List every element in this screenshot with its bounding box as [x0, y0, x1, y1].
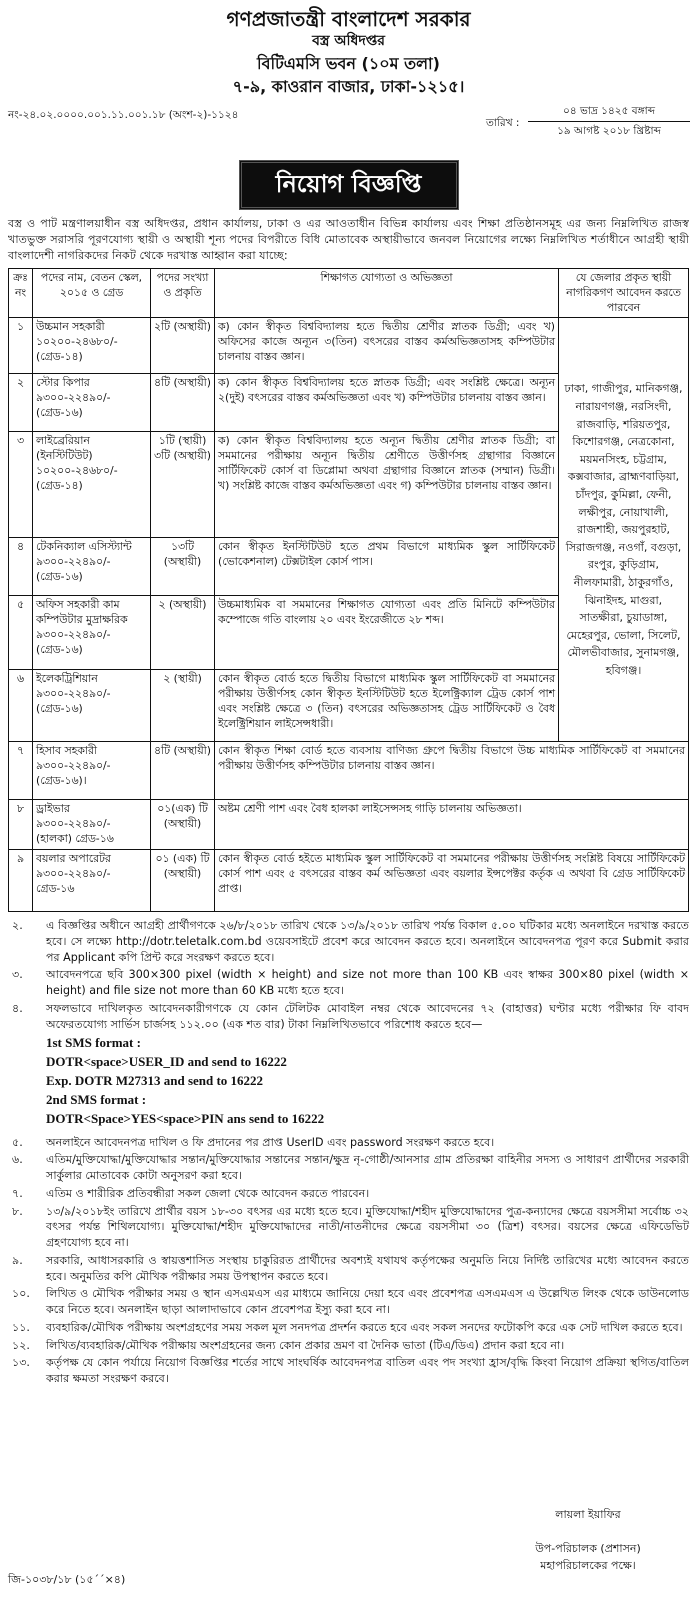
table-header-row [9, 268, 689, 318]
item-text: আবেদনপত্রে ছবি 300×300 pixel (width × height) and size not more than 100 KB এবং স্বাক্ষর 300×80 pixel (width × height) and file size not more than 60 KB মধ্যে হতে হবে। [46, 968, 689, 998]
list-item [8, 967, 689, 999]
item-number: ৪. [12, 1001, 23, 1015]
item-text: এতিম ও শারীরিক প্রতিবন্ধীরা সকল জেলা থেকে আবেদন করতে পারবেন। [46, 1186, 370, 1200]
list-item [8, 1204, 689, 1251]
sms-instructions [8, 1034, 689, 1128]
item-text: লিখিত/ব্যবহারিক/মৌখিক পরীক্ষায় অংশগ্রহনের জন্য কোন প্রকার ভ্রমণ বা দৈনিক ভাতা (টিএ/ডিএ) প্রদান করা হবে না। [46, 1338, 565, 1352]
header-qualification: শিক্ষাগত যোগ্যতা ও অভিজ্ঞতা [215, 268, 559, 318]
table-row [9, 742, 689, 800]
item-text: লিখিত ও মৌখিক পরীক্ষার সময় ও স্থান এসএমএস এর মাধ্যমে জানিয়ে দেয়া হবে এবং প্রবেশপত্র এসএমএস এ উল্লেখিত লিংক থেকে ডাউনলোড করে নিতে হবে। অনলাইন ছাড়া আলাদাভাবে কোন প্রবেশপত্র ইস্যু করা হবে না। [46, 1287, 689, 1317]
row-post-name: ড্রাইভার ৯৩০০-২২৪৯০/- (হালকা) গ্রেড-১৬ [33, 800, 151, 850]
row-post-count: ৪টি (অস্থায়ী) [151, 742, 215, 800]
row-post-name: স্টোর কিপার ৯৩০০-২২৪৯০/- (গ্রেড-১৬) [33, 374, 151, 432]
item-text: এতিম/মুক্তিযোদ্ধা/মুক্তিযোদ্ধার সন্তান/মুক্তিযোদ্ধার সন্তানের সন্তান/ক্ষুদ্র নৃ-গোষ্ঠী/আনসার গ্রাম প্রতিরক্ষা বাহিনীর সদস্য ও সাধারণ প্রার্থীদের সরকারী সার্কুলার মোতাবেক কোটা অনুসরণ করা হবে। [46, 1153, 689, 1183]
header-serial: ক্রঃ নং [9, 268, 33, 318]
sms-line: Exp. DOTR M27313 and send to 16222 [46, 1073, 264, 1089]
row-serial: ১ [9, 318, 33, 374]
row-post-count: ০১(এক) টি (অস্থায়ী) [151, 800, 215, 850]
item-number: ৬. [12, 1153, 23, 1167]
item-text: অনলাইনে আবেদনপত্র দাখিল ও ফি প্রদানের পর প্রাপ্ত UserID এবং password সংরক্ষণ করতে হবে। [46, 1135, 495, 1149]
row-serial: ৫ [9, 596, 33, 670]
item-number: ১২. [12, 1338, 30, 1352]
row-post-count: ১৩টি (অস্থায়ী) [151, 538, 215, 596]
date-bangla: ০৪ ভাদ্র ১৪২৫ বঙ্গাব্দ [528, 102, 690, 122]
footer-reference: জি-১০৩৮/১৮ (১৫´´×৪) [8, 1573, 126, 1586]
list-item [8, 1186, 689, 1202]
row-post-name: অফিস সহকারী কাম কম্পিউটার মুদ্রাক্ষরিক ৯৩০০-২২৪৯০/- (গ্রেড-১৬) [33, 596, 151, 670]
signatory-designation: উপ-পরিচালক (প্রশাসন) [535, 1541, 641, 1555]
row-qualification: কোন স্বীকৃত ইনস্টিটিউট হতে প্রথম বিভাগে মাধ্যমিক স্কুল সার্টিফিকেট (ভোকেশনাল) টেক্সটাইল কোর্স পাস। [215, 538, 559, 596]
item-text: এ বিজ্ঞপ্তির অধীনে আগ্রহী প্রার্থীগণকে ২৬/৮/২০১৮ তারিখ থেকে ১৩/৯/২০১৮ তারিখ পর্যন্ত বিকাল ৫.০০ ঘটিকার মধ্যে অনলাইনে দরখাস্ত করতে হবে। সে লক্ষ্যে http://dotr.teletalk.com.bd ওয়েবসাইটে প্রবেশ করে আবেদন করতে হবে। অনলাইনে আবেদনপত্র পূরণ করে Submit করার পর Applicant কপি প্রিন্ট করে সংরক্ষণ করতে হবে। [46, 919, 689, 964]
row-qualification: ক) কোন স্বীকৃত বিশ্ববিদ্যালয় হতে অন্যূন দ্বিতীয় শ্রেণীর স্নাতক ডিগ্রী; বা সমমানের পরীক্ষায় অন্যূন দ্বিতীয় শ্রেণীতে উত্তীর্ণসহ গ্রন্থাগার বিজ্ঞানে সার্টিফিকেট কোর্স বা ডিপ্লোমা অথবা গ্রন্থাগার বিজ্ঞানে স্নাতক (সম্মান) ডিগ্রী। খ) সংশ্লিষ্ট কাজে বাস্তব কর্মঅভিজ্ঞতা এবং গ) কম্পিউটার চালনায় বাস্তব জ্ঞান। [215, 432, 559, 538]
sms-line: DOTR<space>USER_ID and send to 16222 [46, 1054, 287, 1070]
item-text: ব্যবহারিক/মৌখিক পরীক্ষায় অংশগ্রহণের সময় সকল মূল সনদপত্র প্রদর্শন করতে হবে এবং সকল সনদের ফটোকপি করে এক সেট দাখিল করতে হবে। [46, 1320, 683, 1334]
row-serial: ৯ [9, 850, 33, 912]
memo-number: নং-২৪.০২.০০০০.০০১.১১.০০১.১৮ (অংশ-২)-১১২৪ [8, 108, 239, 121]
item-number: ১১. [12, 1320, 30, 1334]
item-text: সরকারি, আধাসরকারি ও স্বায়ত্তশাসিত সংস্থায় চাকুরিরত প্রার্থীদের অবশ্যই যথাযথ কর্তৃপক্ষের অনুমতি নিয়ে নির্দিষ্ট তারিখের মধ্যে আবেদন করতে হবে। অনুমতির কপি মৌখিক পরীক্ষার সময় উপস্থাপন করতে হবে। [46, 1253, 689, 1283]
building-name: বিটিএমসি ভবন (১০ম তলা) [257, 53, 440, 73]
row-post-name: উচ্চমান সহকারী ১০২০০-২৪৬৮০/- (গ্রেড-১৪) [33, 318, 151, 374]
row-qualification: অষ্টম শ্রেণী পাশ এবং বৈধ হালকা লাইসেন্সসহ গাড়ি চালনায় অভিজ্ঞতা। [215, 800, 689, 850]
header-districts: যে জেলার প্রকৃত স্থায়ী নাগরিকগণ আবেদন করতে পারবেন [559, 268, 689, 318]
date-english: ১৯ আগষ্ট ২০১৮ খ্রিষ্টাব্দ [557, 124, 661, 137]
row-serial: ৮ [9, 800, 33, 850]
conditions-list-continued [8, 1135, 689, 1387]
date-block [528, 102, 690, 141]
item-number: ২. [12, 919, 23, 933]
signatory-name: লায়লা ইয়াফির [555, 1508, 621, 1521]
row-post-count: ১টি (স্থায়ী) ৩টি (অস্থায়ী) [151, 432, 215, 538]
government-name: গণপ্রজাতন্ত্রী বাংলাদেশ সরকার [226, 7, 471, 31]
row-post-count: ৪টি (অস্থায়ী) [151, 374, 215, 432]
item-number: ৯. [12, 1253, 23, 1267]
list-item [8, 1338, 689, 1354]
list-item [8, 1286, 689, 1318]
signatory-on-behalf: মহাপরিচালকের পক্ষে। [540, 1559, 636, 1573]
row-qualification: ক) কোন স্বীকৃত বিশ্ববিদ্যালয় হতে স্নাতক ডিগ্রী; এবং সংশ্লিষ্ট ক্ষেত্রে। অন্যূন ২(দুই) বৎসরের বাস্তব কর্মঅভিজ্ঞতা এবং খ) কম্পিউটার চালনায় বাস্তব জ্ঞান। [215, 374, 559, 432]
row-serial: ৪ [9, 538, 33, 596]
eligible-districts: ঢাকা, গাজীপুর, মানিকগঞ্জ, নারায়ণগঞ্জ, নরসিংদী, রাজবাড়ি, শরিয়তপুর, কিশোরগঞ্জ, নেত্রকোনা, ময়মনসিংহ, চট্টগ্রাম, কক্সবাজার, ব্রাহ্মণবাড়িয়া, চাঁদপুর, কুমিল্লা, ফেনী, লক্ষীপুর, নোয়াখালী, রাজশাহী, জয়পুরহাট, সিরাজগঞ্জ, নওগাঁ, বগুড়া, রংপুর, কুড়িগ্রাম, নীলফামারী, ঠাকুরগাঁও, ঝিনাইদহ, মাগুরা, সাতক্ষীরা, চুয়াডাঙ্গা, মেহেরপুর, ভোলা, সিলেট, মৌলভীবাজার, সুনামগঞ্জ, হবিগঞ্জ। [559, 318, 689, 742]
row-post-name: বয়লার অপারেটর ৯৩০০-২২৪৯০/- গ্রেড-১৬ [33, 850, 151, 912]
item-number: ৫. [12, 1135, 23, 1149]
list-item [8, 1001, 689, 1033]
sms-line: 1st SMS format : [46, 1035, 141, 1051]
row-serial: ৭ [9, 742, 33, 800]
list-item [8, 1135, 689, 1151]
sms-line: DOTR<Space>YES<space>PIN ans send to 16222 [46, 1110, 325, 1126]
item-number: ১৩. [12, 1356, 30, 1370]
list-item [8, 918, 689, 965]
office-name: বস্ত্র অধিদপ্তর [312, 33, 385, 49]
item-text: সফলভাবে দাখিলকৃত আবেদনকারীগণকে যে কোন টেলিটক মোবাইল নম্বর থেকে আবেদনের ৭২ (বাহাত্তর) ঘণ্টার মধ্যে পরীক্ষার ফি বাবদ অফেরতযোগ্য সার্ভিস চার্জসহ ১১২.০০ (এক শত বার) টাকা নিম্নলিখিতভাবে পরিশোধ করতে হবে— [46, 1001, 689, 1031]
signature-block [488, 1506, 688, 1575]
header-post-count: পদের সংখ্যা ও প্রকৃতি [151, 268, 215, 318]
item-number: ৩. [12, 968, 23, 982]
row-post-name: ইলেকট্রিশিয়ান ৯৩০০-২২৪৯০/- (গ্রেড-১৬) [33, 670, 151, 742]
conditions-list [8, 918, 689, 1032]
row-qualification: উচ্চমাধ্যমিক বা সমমানের শিক্ষাগত যোগ্যতা এবং প্রতি মিনিটে কম্পিউটার কম্পোজে গতি বাংলায় ২০ এবং ইংরেজীতে ২৮ শব্দ। [215, 596, 559, 670]
reference-row [8, 102, 689, 156]
row-serial: ২ [9, 374, 33, 432]
row-qualification: কোন স্বীকৃত বোর্ড হইতে মাধ্যমিক স্কুল সার্টিফিকেট বা সমমানের পরীক্ষায় উত্তীর্ণসহ সংশ্লিষ্ট বিষয়ে সার্টিফিকেট কোর্স পাশ এবং ৫ বৎসরের বাস্তব কর্ম অভিজ্ঞতা এবং বয়লার ইন্সপেক্টর কর্তৃক এ অথবা বি গ্রেড সার্টিফিকেট প্রাপ্ত। [215, 850, 689, 912]
table-row [9, 850, 689, 912]
row-post-count: ০১ (এক) টি (অস্থায়ী) [151, 850, 215, 912]
item-number: ১০. [12, 1287, 30, 1301]
row-post-name: হিসাব সহকারী ৯৩০০-২২৪৯০/- (গ্রেড-১৬)। [33, 742, 151, 800]
table-row [9, 800, 689, 850]
list-item [8, 1152, 689, 1184]
item-text: ১৩/৯/২০১৮ইং তারিখে প্রার্থীর বয়স ১৮-৩০ বৎসর এর মধ্যে হতে হবে। মুক্তিযোদ্ধা/শহীদ মুক্তিযোদ্ধাদের পুত্র-কন্যাদের ক্ষেত্রে বয়সসীমা সর্বোচ্চ ৩২ বৎসর পর্যন্ত শিথিলযোগ্য। মুক্তিযোদ্ধা/শহীদ মুক্তিযোদ্ধাদের নাতী/নাতনীদের ক্ষেত্রে বয়সসীমা ৩০ (ত্রিশ) বৎসর। বয়সের ক্ষেত্রে এফিডেভিট গ্রহণযোগ্য হবে না। [46, 1204, 689, 1250]
posts-table [8, 268, 689, 912]
item-number: ৭. [12, 1186, 23, 1200]
sms-line: 2nd SMS format : [46, 1091, 147, 1107]
intro-paragraph: বস্ত্র ও পাট মন্ত্রণালয়াধীন বস্ত্র অধিদপ্তর, প্রধান কার্যালয়, ঢাকা ও এর আওতাধীন বিভিন্ন কার্যালয় এবং শিক্ষা প্রতিষ্ঠানসমূহ এর জন্য নিম্নলিখিত রাজস্ব খাতভুক্ত সরাসরি পূরণযোগ্য স্থায়ী ও অস্থায়ী শূন্য পদের বিপরীতে বিধি মোতাবেক অস্থায়ীভাবে জনবল নিয়োগের লক্ষ্যে নিম্নলিখিত শর্তাধীনে আগ্রহী স্থায়ী বাংলাদেশী নাগরিকদের নিকট থেকে দরখাস্ত আহ্বান করা যাচ্ছে: [8, 217, 689, 262]
item-text: কর্তৃপক্ষ যে কোন পর্যায়ে নিয়োগ বিজ্ঞপ্তির শর্তের সাথে সাংঘর্ষিক আবেদনপত্র বাতিল এবং পদ সংখ্যা হ্রাস/বৃদ্ধি কিংবা নিয়োগ প্রক্রিয়া স্থগিত/বাতিল করার ক্ষমতা সংরক্ষণ করবে। [46, 1356, 689, 1386]
table-row [9, 318, 689, 374]
header [8, 6, 689, 98]
row-qualification: কোন স্বীকৃত বোর্ড হতে দ্বিতীয় বিভাগে মাধ্যমিক স্কুল সার্টিফিকেট বা সমমানের পরীক্ষায় উত্তীর্ণসহ কোন স্বীকৃত ইনস্টিটিউট হতে ইলেক্ট্রিক্যাল ট্রেড কোর্স পাশ এবং সংশ্লিষ্ট ক্ষেত্রে ৩ (তিন) বৎসরের অভিজ্ঞতাসহ ট্রেড সার্টিফিকেট ও বৈধ ইলেক্ট্রিশিয়ান লাইসেন্সধারী। [215, 670, 559, 742]
row-serial: ৬ [9, 670, 33, 742]
row-qualification: কোন স্বীকৃত শিক্ষা বোর্ড হতে ব্যবসায় বাণিজ্য গ্রুপে দ্বিতীয় বিভাগে উচ্চ মাধ্যমিক সার্টিফিকেট বা সমমানের পরীক্ষায় উত্তীর্ণসহ কম্পিউটার চালনায় বাস্তব জ্ঞান। [215, 742, 689, 800]
item-number: ৮. [12, 1204, 23, 1218]
row-post-name: টেকনিক্যাল এসিস্ট্যান্ট ৯৩০০-২২৪৯০/- (গ্রেড-১৬) [33, 538, 151, 596]
office-address: ৭-৯, কাওরান বাজার, ঢাকা-১২১৫। [232, 76, 465, 96]
list-item [8, 1320, 689, 1336]
header-post-name: পদের নাম, বেতন স্কেল, ২০১৫ ও গ্রেড [33, 268, 151, 318]
list-item [8, 1253, 689, 1285]
circular-title: নিয়োগ বিজ্ঞপ্তি [239, 160, 459, 210]
row-post-count: ২ (অস্থায়ী) [151, 596, 215, 670]
row-qualification: ক) কোন স্বীকৃত বিশ্ববিদ্যালয় হতে দ্বিতীয় শ্রেণীর স্নাতক ডিগ্রী; এবং খ) অফিসের কাজে অন্যূন ৩(তিন) বৎসরের বাস্তব কর্মঅভিজ্ঞতাসহ কম্পিউটার চালনায় বাস্তব জ্ঞান। [215, 318, 559, 374]
row-post-count: ২ (স্থায়ী) [151, 670, 215, 742]
row-post-name: লাইব্রেরিয়ান (ইনস্টিটিউট) ১০২০০-২৪৬৮০/- (গ্রেড-১৪) [33, 432, 151, 538]
row-post-count: ২টি (অস্থায়ী) [151, 318, 215, 374]
row-serial: ৩ [9, 432, 33, 538]
date-label: তারিখ : [486, 116, 520, 129]
list-item [8, 1355, 689, 1387]
